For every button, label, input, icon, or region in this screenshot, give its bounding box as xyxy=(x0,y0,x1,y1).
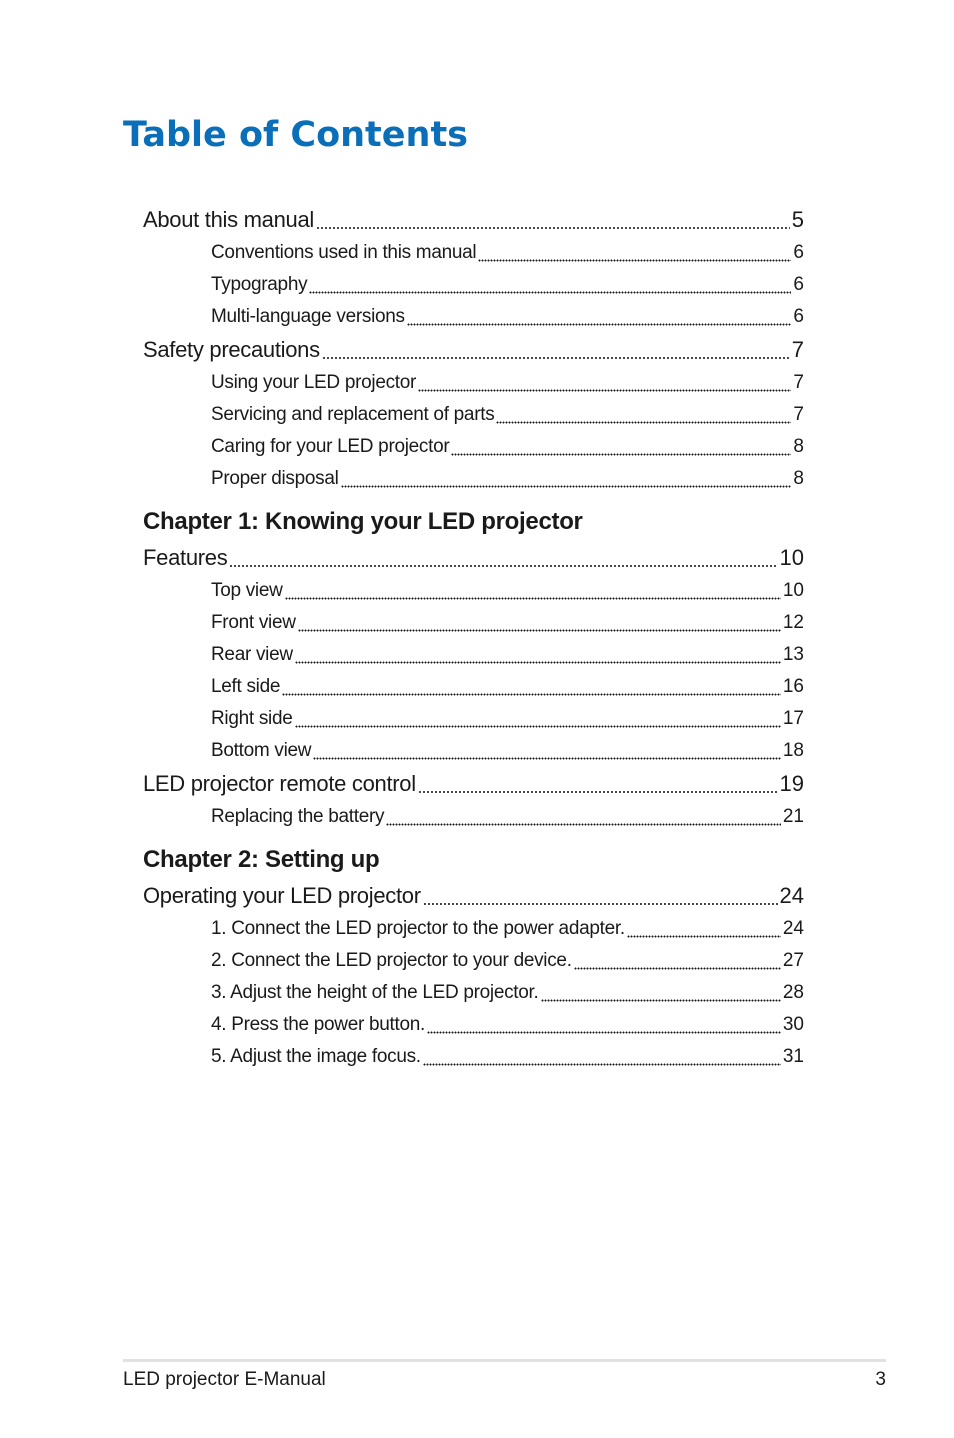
table-of-contents xyxy=(143,203,804,1073)
toc-entry[interactable] xyxy=(143,801,804,833)
toc-entry-label: About this manual xyxy=(143,207,315,232)
toc-page-number: 6 xyxy=(793,274,804,295)
toc-entry[interactable] xyxy=(143,237,804,269)
dot-leader xyxy=(295,639,781,671)
toc-page-number: 19 xyxy=(779,771,804,796)
page-title: Table of Contents xyxy=(123,115,469,155)
toc-page-number: 10 xyxy=(782,580,804,601)
toc-page-number: 17 xyxy=(782,708,804,729)
toc-page-number: 6 xyxy=(793,306,804,327)
toc-entry-label: 1. Connect the LED projector to the power adapter. xyxy=(211,918,625,939)
toc-entry-label: Using your LED projector xyxy=(211,372,417,393)
toc-entry[interactable] xyxy=(143,671,804,703)
toc-section-chapter-1 xyxy=(143,507,804,833)
toc-page-number: 7 xyxy=(791,337,804,362)
toc-entry[interactable] xyxy=(143,269,804,301)
toc-entry[interactable] xyxy=(143,913,804,945)
toc-entry-label: Front view xyxy=(211,612,296,633)
dot-leader xyxy=(229,541,777,575)
toc-entry-label: Caring for your LED projector xyxy=(211,436,450,457)
toc-entry-label: 2. Connect the LED projector to your device. xyxy=(211,950,572,971)
chapter-heading[interactable]: Chapter 2: Setting up xyxy=(143,846,380,873)
dot-leader xyxy=(541,977,781,1009)
dot-leader xyxy=(282,671,781,703)
toc-entry[interactable] xyxy=(143,431,804,463)
toc-entry[interactable] xyxy=(143,399,804,431)
toc-entry[interactable] xyxy=(143,541,804,575)
toc-entry-label: 3. Adjust the height of the LED projector. xyxy=(211,982,539,1003)
dot-leader xyxy=(341,463,792,495)
toc-entry-label: Servicing and replacement of parts xyxy=(211,404,495,425)
dot-leader xyxy=(418,367,791,399)
toc-page-number: 12 xyxy=(782,612,804,633)
toc-entry[interactable] xyxy=(143,703,804,735)
toc-page-number: 6 xyxy=(793,242,804,263)
dot-leader xyxy=(451,431,791,463)
dot-leader xyxy=(423,1041,781,1073)
toc-page-number: 21 xyxy=(782,806,804,827)
chapter-heading[interactable]: Chapter 1: Knowing your LED projector xyxy=(143,508,583,535)
toc-page-number: 8 xyxy=(793,436,804,457)
toc-entry[interactable] xyxy=(143,735,804,767)
toc-entry-label: Left side xyxy=(211,676,281,697)
toc-entry[interactable] xyxy=(143,575,804,607)
dot-leader xyxy=(298,607,781,639)
toc-page-number: 16 xyxy=(782,676,804,697)
toc-page-number: 30 xyxy=(782,1014,804,1035)
toc-entry[interactable] xyxy=(143,301,804,333)
toc-entry-label: LED projector remote control xyxy=(143,771,416,796)
dot-leader xyxy=(309,269,791,301)
toc-entry-label: Top view xyxy=(211,580,283,601)
toc-section-intro xyxy=(143,203,804,495)
toc-page-number: 24 xyxy=(782,918,804,939)
toc-entry-label: Right side xyxy=(211,708,293,729)
dot-leader xyxy=(574,945,781,977)
toc-entry-label: Operating your LED projector xyxy=(143,883,421,908)
toc-page-number: 10 xyxy=(779,545,804,570)
toc-entry-label: Proper disposal xyxy=(211,468,339,489)
toc-entry-label: Typography xyxy=(211,274,308,295)
dot-leader xyxy=(407,301,792,333)
dot-leader xyxy=(427,1009,781,1041)
toc-entry-label: Features xyxy=(143,545,228,570)
toc-page-number: 7 xyxy=(793,372,804,393)
dot-leader xyxy=(313,735,781,767)
toc-entry[interactable] xyxy=(143,977,804,1009)
toc-page-number: 28 xyxy=(782,982,804,1003)
toc-page-number: 7 xyxy=(793,404,804,425)
toc-entry[interactable] xyxy=(143,945,804,977)
footer-page-number: 3 xyxy=(875,1369,886,1390)
toc-entry-label: Conventions used in this manual xyxy=(211,242,477,263)
toc-entry-label: 5. Adjust the image focus. xyxy=(211,1046,421,1067)
toc-entry-label: 4. Press the power button. xyxy=(211,1014,425,1035)
toc-entry-label: Rear view xyxy=(211,644,293,665)
toc-page-number: 18 xyxy=(782,740,804,761)
toc-entry[interactable] xyxy=(143,607,804,639)
toc-entry[interactable] xyxy=(143,1041,804,1073)
dot-leader xyxy=(316,203,790,237)
toc-entry[interactable] xyxy=(143,203,804,237)
dot-leader xyxy=(295,703,781,735)
toc-entry[interactable] xyxy=(143,333,804,367)
toc-page-number: 27 xyxy=(782,950,804,971)
toc-entry-label: Bottom view xyxy=(211,740,312,761)
toc-entry[interactable] xyxy=(143,879,804,913)
toc-page-number: 24 xyxy=(779,883,804,908)
dot-leader xyxy=(423,879,778,913)
toc-entry[interactable] xyxy=(143,639,804,671)
dot-leader xyxy=(478,237,791,269)
toc-page-number: 5 xyxy=(791,207,804,232)
dot-leader xyxy=(496,399,791,431)
toc-entry-label: Multi-language versions xyxy=(211,306,405,327)
footer-document-title: LED projector E-Manual xyxy=(123,1369,326,1390)
toc-entry[interactable] xyxy=(143,463,804,495)
toc-entry[interactable] xyxy=(143,1009,804,1041)
toc-page-number: 13 xyxy=(782,644,804,665)
toc-entry[interactable] xyxy=(143,367,804,399)
dot-leader xyxy=(322,333,790,367)
footer-divider xyxy=(123,1359,886,1362)
toc-page-number: 8 xyxy=(793,468,804,489)
dot-leader xyxy=(627,913,781,945)
toc-section-chapter-2 xyxy=(143,845,804,1073)
dot-leader xyxy=(285,575,781,607)
toc-entry-label: Replacing the battery xyxy=(211,806,385,827)
toc-entry[interactable] xyxy=(143,767,804,801)
toc-entry-label: Safety precautions xyxy=(143,337,320,362)
dot-leader xyxy=(386,801,781,833)
dot-leader xyxy=(418,767,778,801)
toc-page-number: 31 xyxy=(782,1046,804,1067)
